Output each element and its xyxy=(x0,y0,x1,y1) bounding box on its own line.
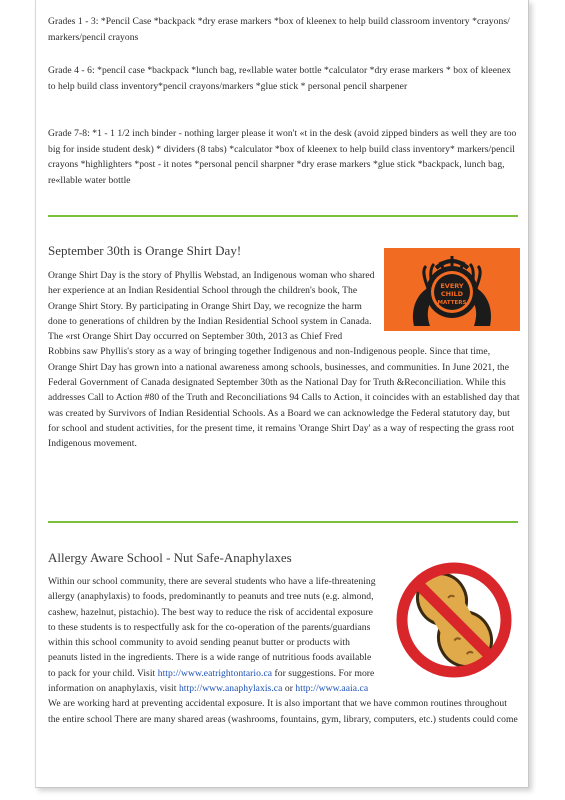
image-text-every: EVERY xyxy=(440,282,464,290)
anaphylaxis-link[interactable]: http://www.anaphylaxis.ca xyxy=(178,683,283,695)
grades-1-3-list: Grades 1 - 3: *Pencil Case *backpack *dry erase markers *box of kleenex to help build classroom inventory *crayons/ markers/pencil crayons xyxy=(48,16,510,43)
every-child-matters-graphic xyxy=(384,248,520,331)
no-peanut-icon xyxy=(388,558,520,682)
allergy-text-1: Within our school community, there are several students who have a life-threatening allergy (anaphylaxis) to foods, predominantly to peanuts and tree nuts (e.g. almond, cashew, hazelnut, pistachio). The best way to reduce the risk of accidental exposure to these students is to respectfully ask for the co-operation of the parents/guardians within this school community to avoid sending peanut butter or products with peanuts listed in the ingredients. There is a wide range of nutritious foods available to pack for your child. Visit xyxy=(48,576,376,679)
document-page xyxy=(35,0,529,788)
section-divider xyxy=(48,521,518,523)
aaia-link[interactable]: http://www.aaia.ca xyxy=(295,683,369,695)
every-child-matters-image xyxy=(384,248,520,331)
allergy-text-or: or xyxy=(282,683,296,695)
orange-shirt-section xyxy=(48,268,520,452)
image-text-matters: MATTERS xyxy=(437,300,467,306)
grades-4-6-list: Grade 4 - 6: *pencil case *backpack *lunch bag, re«llable water bottle *calculator *dry erase markers * box of kleenex to help build class inventory*pencil crayons/markers *glue stick * personal pencil sharpener xyxy=(48,65,512,92)
eatright-link[interactable]: http://www.eatrightontario.ca xyxy=(157,667,273,679)
allergy-text-2: for suggestions. For more information on anaphylaxis, visit xyxy=(48,667,375,695)
allergy-section xyxy=(48,574,520,727)
allergy-title: Allergy Aware School - Nut Safe-Anaphylaxes xyxy=(48,550,292,565)
orange-shirt-body: Orange Shirt Day is the story of Phyllis Webstad, an Indigenous woman who shared her experience at an Indian Residential School through the children's book, The Orange Shirt Story. By participating in Orange Shirt Day, we recognize the harm done to generations of children by the Indian Residential School system in Canada. The «rst Orange Shirt Day occurred on September 30th, 2013 as Chief Fred Robbins saw Phyllis's story as a way of bringing together Indigenous and non-Indigenous people. Since that time, Orange Shirt Day has grown into a national awareness among schools, businesses, and communities. In June 2021, the Federal Government of Canada designated September 30th as the National Day for Truth &Reconciliation. While this addresses Call to Action #80 of the Truth and Reconciliations 94 Calls to Action, it coincides with an established day that was created by Survivors of Indian Residential Schools. As a Board we can acknowledge the Federal statutory day, but for school and student activities, for the present time, it remains 'Orange Shirt Day' as a way of respecting the grass root Indigenous movement. xyxy=(48,270,520,450)
image-text-child: CHILD xyxy=(440,290,464,298)
orange-shirt-title: September 30th is Orange Shirt Day! xyxy=(48,243,242,258)
no-peanuts-image xyxy=(388,558,520,682)
grades-7-8-list: Grade 7-8: *1 - 1 1/2 inch binder - nothing larger please it won't «t in the desk (avoid zipped binders as well they are too big for inside student desk) * dividers (8 tabs) *calculator *box of kleenex to help build class inventory* markers/pencil crayons *highlighters *post - it notes *personal pencil sharpner *dry erase markers *glue stick *backpack, lunch bag, re«llable water bottle xyxy=(48,128,517,186)
allergy-text-3: We are working hard at preventing accidental exposure. It is also important that we have common routines throughout the entire school There are many shared areas (washrooms, fountains, gym, library, computers, etc.) students could come xyxy=(48,698,518,725)
section-divider xyxy=(48,215,518,217)
